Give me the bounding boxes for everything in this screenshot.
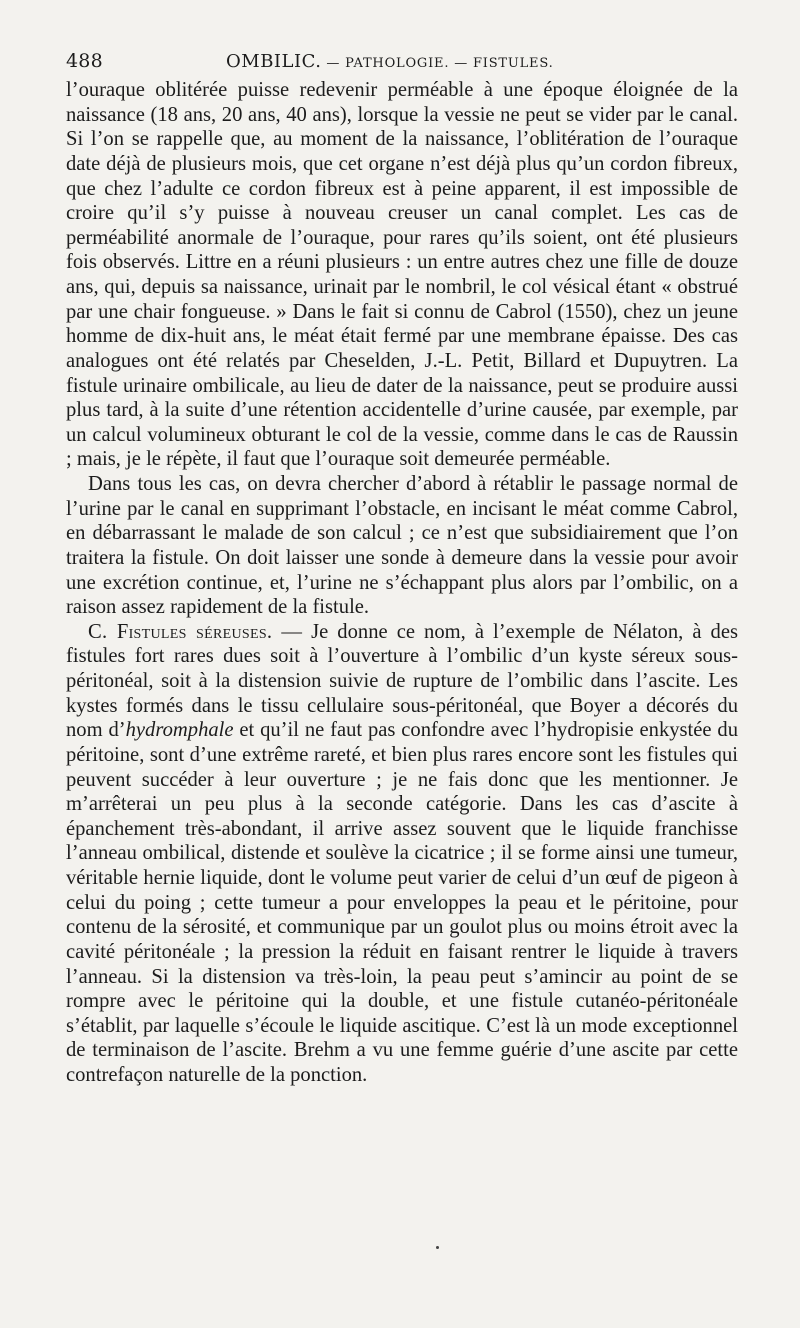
paragraph-ouraque: l’ouraque oblitérée puisse redevenir perméable à une époque éloignée de la naissance (18 ans, 20 ans, 40 ans), lorsque la vessie ne peut se vider par le canal. Si l’on se rappelle que, au moment de la naissance, l’oblitération de l’ouraque date déjà de plusieurs mois, que cet organe n’est déjà plus qu’un cordon fibreux, que chez l’adulte ce cordon fibreux est à peine apparent, il est impossible de croire qu’il s’y puisse à nouveau creuser un canal complet. Les cas de perméabilité anormale de l’ouraque, pour rares qu’ils soient, ont été plusieurs fois observés. Littre en a réuni plusieurs : un entre autres chez une fille de douze ans, qui, depuis sa naissance, urinait par le nombril, le col vésical étant « obstrué par une chair fongueuse. » Dans le fait si connu de Cabrol (1550), chez un jeune homme de dix-huit ans, le méat était fermé par une membrane épaisse. Des cas analogues ont été relatés par Cheselden, J.-L. Petit, Billard et Dupuytren. La fistule urinaire ombilicale, au lieu de dater de la naissance, peut se produire aussi plus tard, à la suite d’une rétention accidentelle d’urine causée, par exemple, par un calcul volumineux obturant le col de la vessie, comme dans le cas de Raussin ; mais, je le répète, il faut que l’ouraque soit demeurée perméable. xyxy=(66,79,738,471)
body-text xyxy=(66,78,738,1088)
running-title-separator: — xyxy=(449,56,473,71)
paragraph-fistules-sereuses xyxy=(66,620,738,1088)
paragraph-text: et qu’il ne faut pas confondre avec l’hydropisie enkystée du péritoine, sont d’une extrême rareté, et bien plus rares encore sont les fistules qui peuvent succéder à leur ouverture ; je ne fais donc que les mentionner. Je m’arrêterai un peu plus à la seconde catégorie. Dans les cas d’ascite à épanchement très-abondant, il arrive assez souvent que le liquide franchisse l’anneau ombilical, distende et soulève la cicatrice ; il se forme ainsi une tumeur, véritable hernie liquide, dont le volume peut varier de celui d’un œuf de pigeon à celui du poing ; cette tumeur a pour enveloppes la peau et le péritoine, pour contenu de la sérosité, et communique par un goulot plus ou moins étroit avec la cavité péritonéale ; la pression la réduit en faisant rentrer le liquide à travers l’anneau. Si la distension va très-loin, la peau peut s’amincir au point de se rompre avec le péritoine qui la double, et une fistule cutanéo-péritonéale s’établit, par laquelle s’écoule le liquide ascitique. C’est là un mode exceptionnel de terminaison de l’ascite. Brehm a vu une femme guérie d’une ascite par cette contrefaçon naturelle de la ponction. xyxy=(66,719,738,1086)
italic-term: hydromphale xyxy=(125,719,234,742)
paragraph-traitement: Dans tous les cas, on devra chercher d’abord à rétablir le passage normal de l’urine par le canal en supprimant l’obstacle, en incisant le méat comme Cabrol, en débarrassant le malade de son calcul ; ce n’est que subsidiairement que l’on traitera la fistule. On doit laisser une sonde à demeure dans la vessie pour avoir une excrétion continue, et, l’urine ne s’échappant plus alors par l’ombilic, on a raison assez rapidement de la fistule. xyxy=(66,473,738,619)
paragraph-text: — Je donne ce nom, à l’exemple de Nélaton, à des fistules fort rares dues soit à l’ouverture à l’ombilic d’un kyste séreux sous-péritonéal, soit à la distension suivie de rupture de l’ombilic dans l’ascite. Les kystes formés dans le tissu cellulaire sous-péritonéal, que Boyer a décorés du nom d’ xyxy=(66,620,738,742)
running-title-main: OMBILIC. xyxy=(226,51,322,72)
book-page xyxy=(66,50,738,1088)
section-heading: C. Fistules séreuses. xyxy=(88,620,273,643)
running-title-section: PATHOLOGIE. xyxy=(345,56,450,71)
running-title-separator: — xyxy=(321,56,346,71)
ink-speck xyxy=(436,1246,439,1249)
page-number: 488 xyxy=(66,50,103,72)
running-header xyxy=(66,50,738,78)
running-title-subsection: FISTULES. xyxy=(472,56,554,71)
running-title xyxy=(226,51,554,72)
